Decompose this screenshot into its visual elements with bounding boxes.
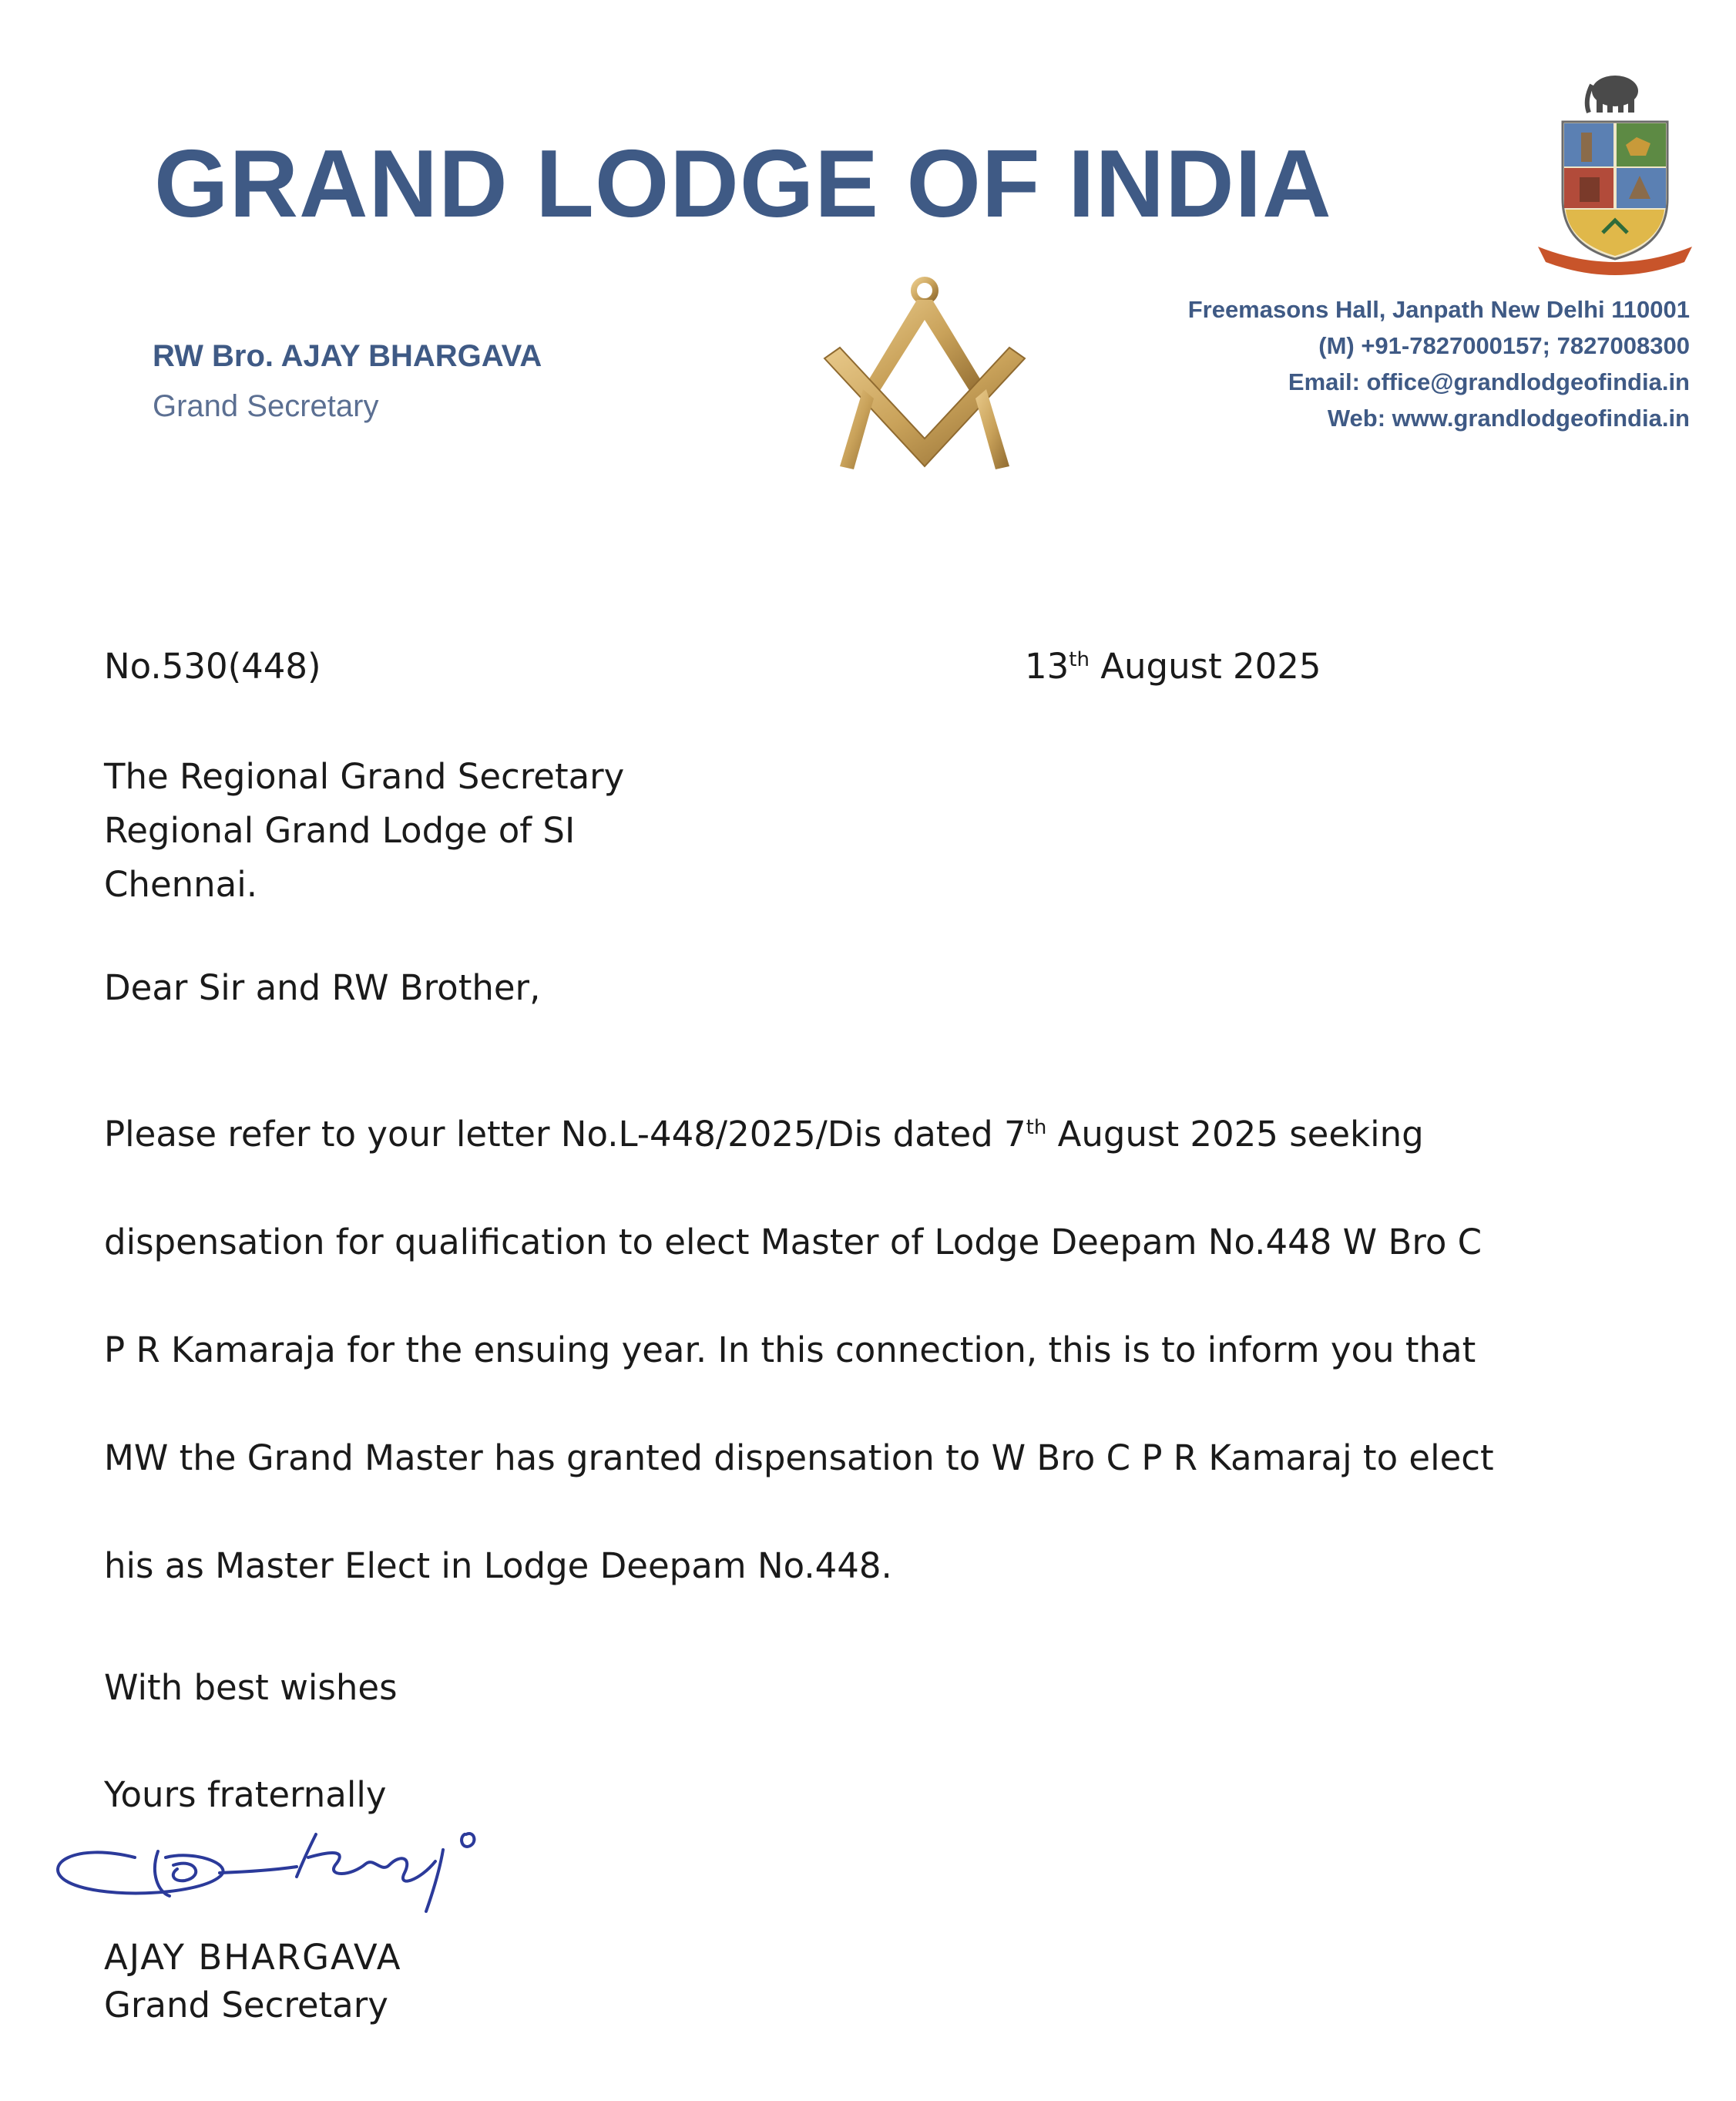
secretary-name: RW Bro. AJAY BHARGAVA [153,339,542,373]
recipient-line: The Regional Grand Secretary [104,756,625,797]
paragraph-text: August 2025 seeking [1046,1114,1424,1155]
signer-name: AJAY BHARGAVA [104,1937,402,1978]
phone-text: (M) +91-7827000157; 7827008300 [1318,332,1690,359]
paragraph-line: MW the Grand Master has granted dispensation to W Bro C P R Kamaraj to elect [104,1437,1494,1478]
organization-title: GRAND LODGE OF INDIA [154,131,1332,237]
reference-number: No.530(448) [104,646,321,687]
paragraph-line: his as Master Elect in Lodge Deepam No.448. [104,1545,892,1586]
web-link[interactable]: Web: www.grandlodgeofindia.in [1327,405,1690,432]
paragraph-line [104,1074,1553,1188]
letter-paragraph [104,1074,1553,1620]
date-day: 13 [1025,646,1069,687]
paragraph-line: dispensation for qualification to elect Master of Lodge Deepam No.448 W Bro C [104,1222,1482,1262]
recipient-line: Regional Grand Lodge of SI [104,810,576,851]
contact-block [996,291,1690,436]
state-emblem-icon [1533,68,1697,276]
email-link[interactable]: Email: office@grandlodgeofindia.in [1288,368,1690,395]
handwritten-signature [42,1803,512,1919]
letter-date [1025,646,1321,687]
address-text: Freemasons Hall, Janpath New Delhi 110001 [1187,296,1690,323]
secretary-title: Grand Secretary [153,389,379,423]
closing-valediction: Yours fraternally [104,1774,387,1815]
paragraph-text: Please refer to your letter No.L-448/2025/Dis dated 7 [104,1114,1026,1155]
salutation: Dear Sir and RW Brother, [104,967,541,1008]
paragraph-line: P R Kamaraja for the ensuing year. In this connection, this is to inform you that [104,1330,1476,1370]
signer-title: Grand Secretary [104,1985,388,2025]
date-suffix: th [1069,648,1090,671]
date-month-year: August 2025 [1089,646,1321,687]
ordinal-suffix: th [1026,1116,1047,1139]
closing-wishes: With best wishes [104,1667,398,1708]
recipient-address [104,750,624,912]
recipient-line: Chennai. [104,864,258,905]
